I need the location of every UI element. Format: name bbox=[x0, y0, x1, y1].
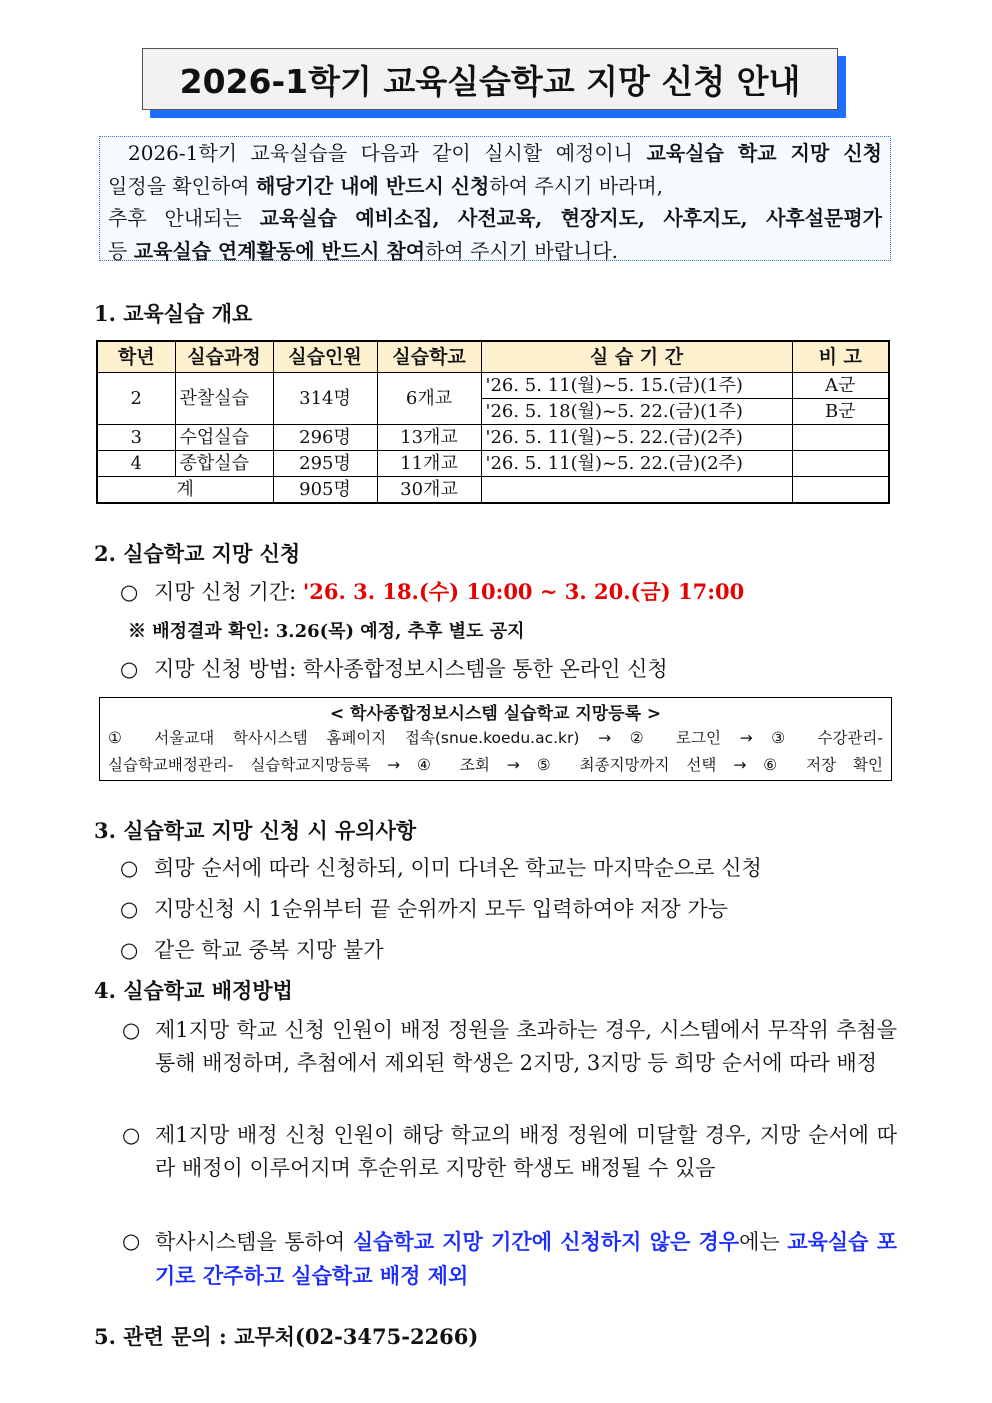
period-label: 지망 신청 기간: bbox=[154, 580, 303, 604]
section3-heading: 3. 실습학교 지망 신청 시 유의사항 bbox=[94, 818, 417, 843]
cell-course: 수업실습 bbox=[175, 425, 273, 451]
intro-text: 추후 안내되는 bbox=[108, 206, 260, 230]
caution-text: 희망 순서에 따라 신청하되, 이미 다녀온 학교는 마지막순으로 신청 bbox=[154, 856, 762, 880]
cell-note bbox=[792, 425, 889, 451]
intro-text: 일정을 확인하여 bbox=[108, 173, 256, 198]
method-text: 지망 신청 방법: 학사종합정보시스템을 통한 온라인 신청 bbox=[154, 657, 668, 681]
cell-note: A군 bbox=[792, 373, 889, 399]
cell-total-label: 계 bbox=[97, 477, 273, 504]
assign-emphasis: 교육실습 포기로 간주하고 실습학교 배정 제외 bbox=[155, 1229, 897, 1288]
period-value: '26. 3. 18.(수) 10:00 ~ 3. 20.(금) 17:00 bbox=[302, 579, 745, 604]
intro-emphasis: 교육실습 연계활동에 반드시 참여 bbox=[133, 238, 426, 263]
bullet-icon: ○ bbox=[120, 856, 139, 880]
cell-total-people: 905명 bbox=[273, 477, 377, 504]
cell-grade: 4 bbox=[97, 451, 175, 477]
bullet-icon: ○ bbox=[122, 1123, 141, 1147]
assign-item bbox=[122, 1225, 897, 1293]
cell-course: 관찰실습 bbox=[175, 373, 273, 425]
header-period: 실 습 기 간 bbox=[481, 341, 792, 373]
intro-text: 하여 주시기 바랍니다. bbox=[425, 238, 619, 263]
result-note: ※ 배정결과 확인: 3.26(목) 예정, 추후 별도 공지 bbox=[128, 621, 525, 642]
bullet-icon: ○ bbox=[120, 897, 139, 921]
cell-period: '26. 5. 18(월)~5. 22.(금)(1주) bbox=[481, 399, 792, 425]
caution-item bbox=[120, 852, 762, 882]
table-row bbox=[97, 425, 889, 451]
assign-item bbox=[122, 1119, 897, 1185]
caution-text: 지망신청 시 1순위부터 끝 순위까지 모두 입력하여야 저장 가능 bbox=[154, 897, 728, 921]
system-steps-title: < 학사종합정보시스템 실습학교 지망등록 > bbox=[329, 704, 662, 724]
bullet-icon: ○ bbox=[122, 1229, 141, 1253]
cell-empty bbox=[792, 477, 889, 504]
intro-emphasis: 해당기간 내에 반드시 신청 bbox=[255, 173, 490, 198]
cell-schools: 6개교 bbox=[377, 373, 481, 425]
header-note: 비 고 bbox=[792, 341, 889, 373]
caution-text: 같은 학교 중복 지망 불가 bbox=[154, 938, 384, 962]
header-schools: 실습학교 bbox=[377, 341, 481, 373]
bullet-icon: ○ bbox=[120, 657, 139, 681]
cell-people: 296명 bbox=[273, 425, 377, 451]
intro-box bbox=[99, 136, 891, 261]
section1-heading: 1. 교육실습 개요 bbox=[94, 301, 253, 326]
bullet-icon: ○ bbox=[120, 938, 139, 962]
assign-text: 제1지망 학교 신청 인원이 배정 정원을 초과하는 경우, 시스템에서 무작위 추첨을 통해 배정하며, 추첨에서 제외된 학생은 2지망, 3지망 등 희망 순서에 따라 배정 bbox=[155, 1018, 897, 1075]
cell-people: 295명 bbox=[273, 451, 377, 477]
page-title-box bbox=[142, 48, 838, 110]
bullet-method bbox=[120, 653, 668, 683]
caution-item bbox=[120, 934, 384, 964]
assign-text: 에는 bbox=[739, 1230, 788, 1254]
caution-item bbox=[120, 893, 728, 923]
header-grade: 학년 bbox=[97, 341, 175, 373]
assign-text: 학사시스템을 통하여 bbox=[155, 1230, 353, 1254]
cell-period: '26. 5. 11(월)~5. 15.(금)(1주) bbox=[481, 373, 792, 399]
cell-period: '26. 5. 11(월)~5. 22.(금)(2주) bbox=[481, 451, 792, 477]
assign-emphasis: 실습학교 지망 기간에 신청하지 않은 경우 bbox=[352, 1229, 740, 1254]
table-row bbox=[97, 451, 889, 477]
system-steps-box bbox=[99, 697, 892, 781]
cell-people: 314명 bbox=[273, 373, 377, 425]
section2-heading: 2. 실습학교 지망 신청 bbox=[94, 541, 301, 566]
intro-text: 2026-1학기 교육실습을 다음과 같이 실시할 예정이니 bbox=[128, 141, 647, 165]
intro-text: 등 bbox=[108, 238, 134, 263]
cell-period: '26. 5. 11(월)~5. 22.(금)(2주) bbox=[481, 425, 792, 451]
bullet-period bbox=[120, 576, 744, 606]
intro-emphasis: 교육실습 학교 지망 신청 bbox=[646, 141, 883, 165]
cell-course: 종합실습 bbox=[175, 451, 273, 477]
table-row bbox=[97, 373, 889, 399]
cell-note: B군 bbox=[792, 399, 889, 425]
bullet-icon: ○ bbox=[120, 580, 139, 604]
header-course: 실습과정 bbox=[175, 341, 273, 373]
table-header-row bbox=[97, 341, 889, 373]
cell-grade: 2 bbox=[97, 373, 175, 425]
table-total-row bbox=[97, 477, 889, 504]
system-steps-line: ① 서울교대 학사시스템 홈페이지 접속(snue.koedu.ac.kr) → ② 로그인 → ③ 수강관리- bbox=[108, 729, 883, 747]
cell-schools: 11개교 bbox=[377, 451, 481, 477]
intro-emphasis: 교육실습 예비소집, 사전교육, 현장지도, 사후지도, 사후설문평가 bbox=[259, 206, 882, 230]
section4-heading: 4. 실습학교 배정방법 bbox=[94, 978, 293, 1003]
cell-schools: 13개교 bbox=[377, 425, 481, 451]
cell-total-schools: 30개교 bbox=[377, 477, 481, 504]
overview-table bbox=[96, 340, 890, 504]
section5-contact: 5. 관련 문의 : 교무처(02-3475-2266) bbox=[94, 1324, 479, 1349]
assign-item bbox=[122, 1014, 897, 1080]
system-steps-line: 실습학교배정관리- 실습학교지망등록 → ④ 조회 → ⑤ 최종지망까지 선택 → ⑥ 저장 확인 bbox=[108, 756, 883, 774]
cell-note bbox=[792, 451, 889, 477]
cell-grade: 3 bbox=[97, 425, 175, 451]
intro-text: 하여 주시기 바라며, bbox=[489, 173, 664, 198]
header-people: 실습인원 bbox=[273, 341, 377, 373]
assign-text: 제1지망 배정 신청 인원이 해당 학교의 배정 정원에 미달할 경우, 지망 순서에 따라 배정이 이루어지며 후순위로 지망한 학생도 배정될 수 있음 bbox=[155, 1123, 897, 1180]
page-title: 2026-1학기 교육실습학교 지망 신청 안내 bbox=[179, 61, 801, 101]
bullet-icon: ○ bbox=[122, 1018, 141, 1042]
cell-empty bbox=[481, 477, 792, 504]
